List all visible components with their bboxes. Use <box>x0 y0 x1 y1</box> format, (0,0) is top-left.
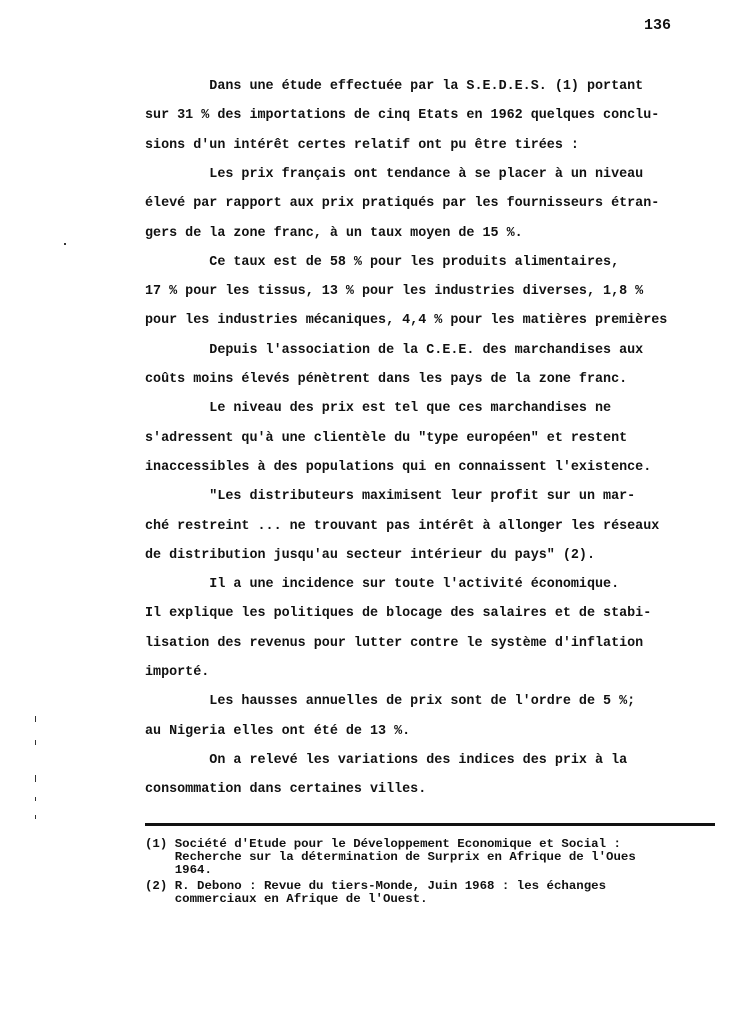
margin-speck <box>64 243 66 245</box>
footnote-line: Recherche sur la détermination de Surprix en Afrique de l'Oues <box>145 850 636 864</box>
text-line: de distribution jusqu'au secteur intérieur du pays" (2). <box>145 547 595 563</box>
text-line: consommation dans certaines villes. <box>145 782 427 798</box>
text-line: au Nigeria elles ont été de 13 %. <box>145 723 411 739</box>
footnote-line: (1) Société d'Etude pour le Développement Economique et Social : <box>145 837 621 851</box>
text-line: s'adressent qu'à une clientèle du "type européen" et restent <box>145 430 628 446</box>
text-line: Les hausses annuelles de prix sont de l'ordre de 5 %; <box>145 694 636 710</box>
text-line: 17 % pour les tissus, 13 % pour les industries diverses, 1,8 % <box>145 284 644 300</box>
margin-speck <box>35 775 36 782</box>
margin-speck <box>35 797 36 801</box>
text-line: On a relevé les variations des indices des prix à la <box>145 752 628 768</box>
text-line: coûts moins élevés pénètrent dans les pays de la zone franc. <box>145 372 628 387</box>
text-line: "Les distributeurs maximisent leur profit sur un mar- <box>145 489 636 505</box>
margin-speck <box>35 716 36 722</box>
text-line: Les prix français ont tendance à se placer à un niveau <box>145 166 644 182</box>
text-line: importé. <box>145 665 210 680</box>
text-line: inaccessibles à des populations qui en connaissent l'existence. <box>145 459 652 475</box>
margin-speck <box>35 740 36 745</box>
text-line: Il explique les politiques de blocage des salaires et de stabi- <box>145 606 652 622</box>
text-line: sions d'un intérêt certes relatif ont pu être tirées : <box>145 137 579 153</box>
text-line: élevé par rapport aux prix pratiqués par les fournisseurs étran- <box>145 196 660 212</box>
footnote-line: commerciaux en Afrique de l'Ouest. <box>145 892 428 906</box>
text-line: sur 31 % des importations de cinq Etats en 1962 quelques conclu- <box>145 108 660 124</box>
page-number: 136 <box>644 17 672 34</box>
text-line: gers de la zone franc, à un taux moyen de 15 %. <box>145 225 523 241</box>
text-line: Dans une étude effectuée par la S.E.D.E.S. (1) portant <box>145 79 644 94</box>
text-line: Ce taux est de 58 % pour les produits alimentaires, <box>145 254 620 270</box>
footnote-line: 1964. <box>145 863 212 877</box>
footnote-separator <box>145 823 715 826</box>
text-line: Depuis l'association de la C.E.E. des marchandises aux <box>145 342 644 358</box>
text-line: lisation des revenus pour lutter contre le système d'inflation <box>145 635 644 651</box>
footnote-line: (2) R. Debono : Revue du tiers-Monde, Juin 1968 : les échanges <box>145 879 607 893</box>
text-line: Il a une incidence sur toute l'activité économique. <box>145 577 620 593</box>
margin-speck <box>35 815 36 819</box>
text-line: ché restreint ... ne trouvant pas intérêt à allonger les réseaux <box>145 518 660 534</box>
text-line: Le niveau des prix est tel que ces marchandises ne <box>145 401 612 417</box>
text-line: pour les industries mécaniques, 4,4 % pour les matières premières <box>145 313 668 329</box>
